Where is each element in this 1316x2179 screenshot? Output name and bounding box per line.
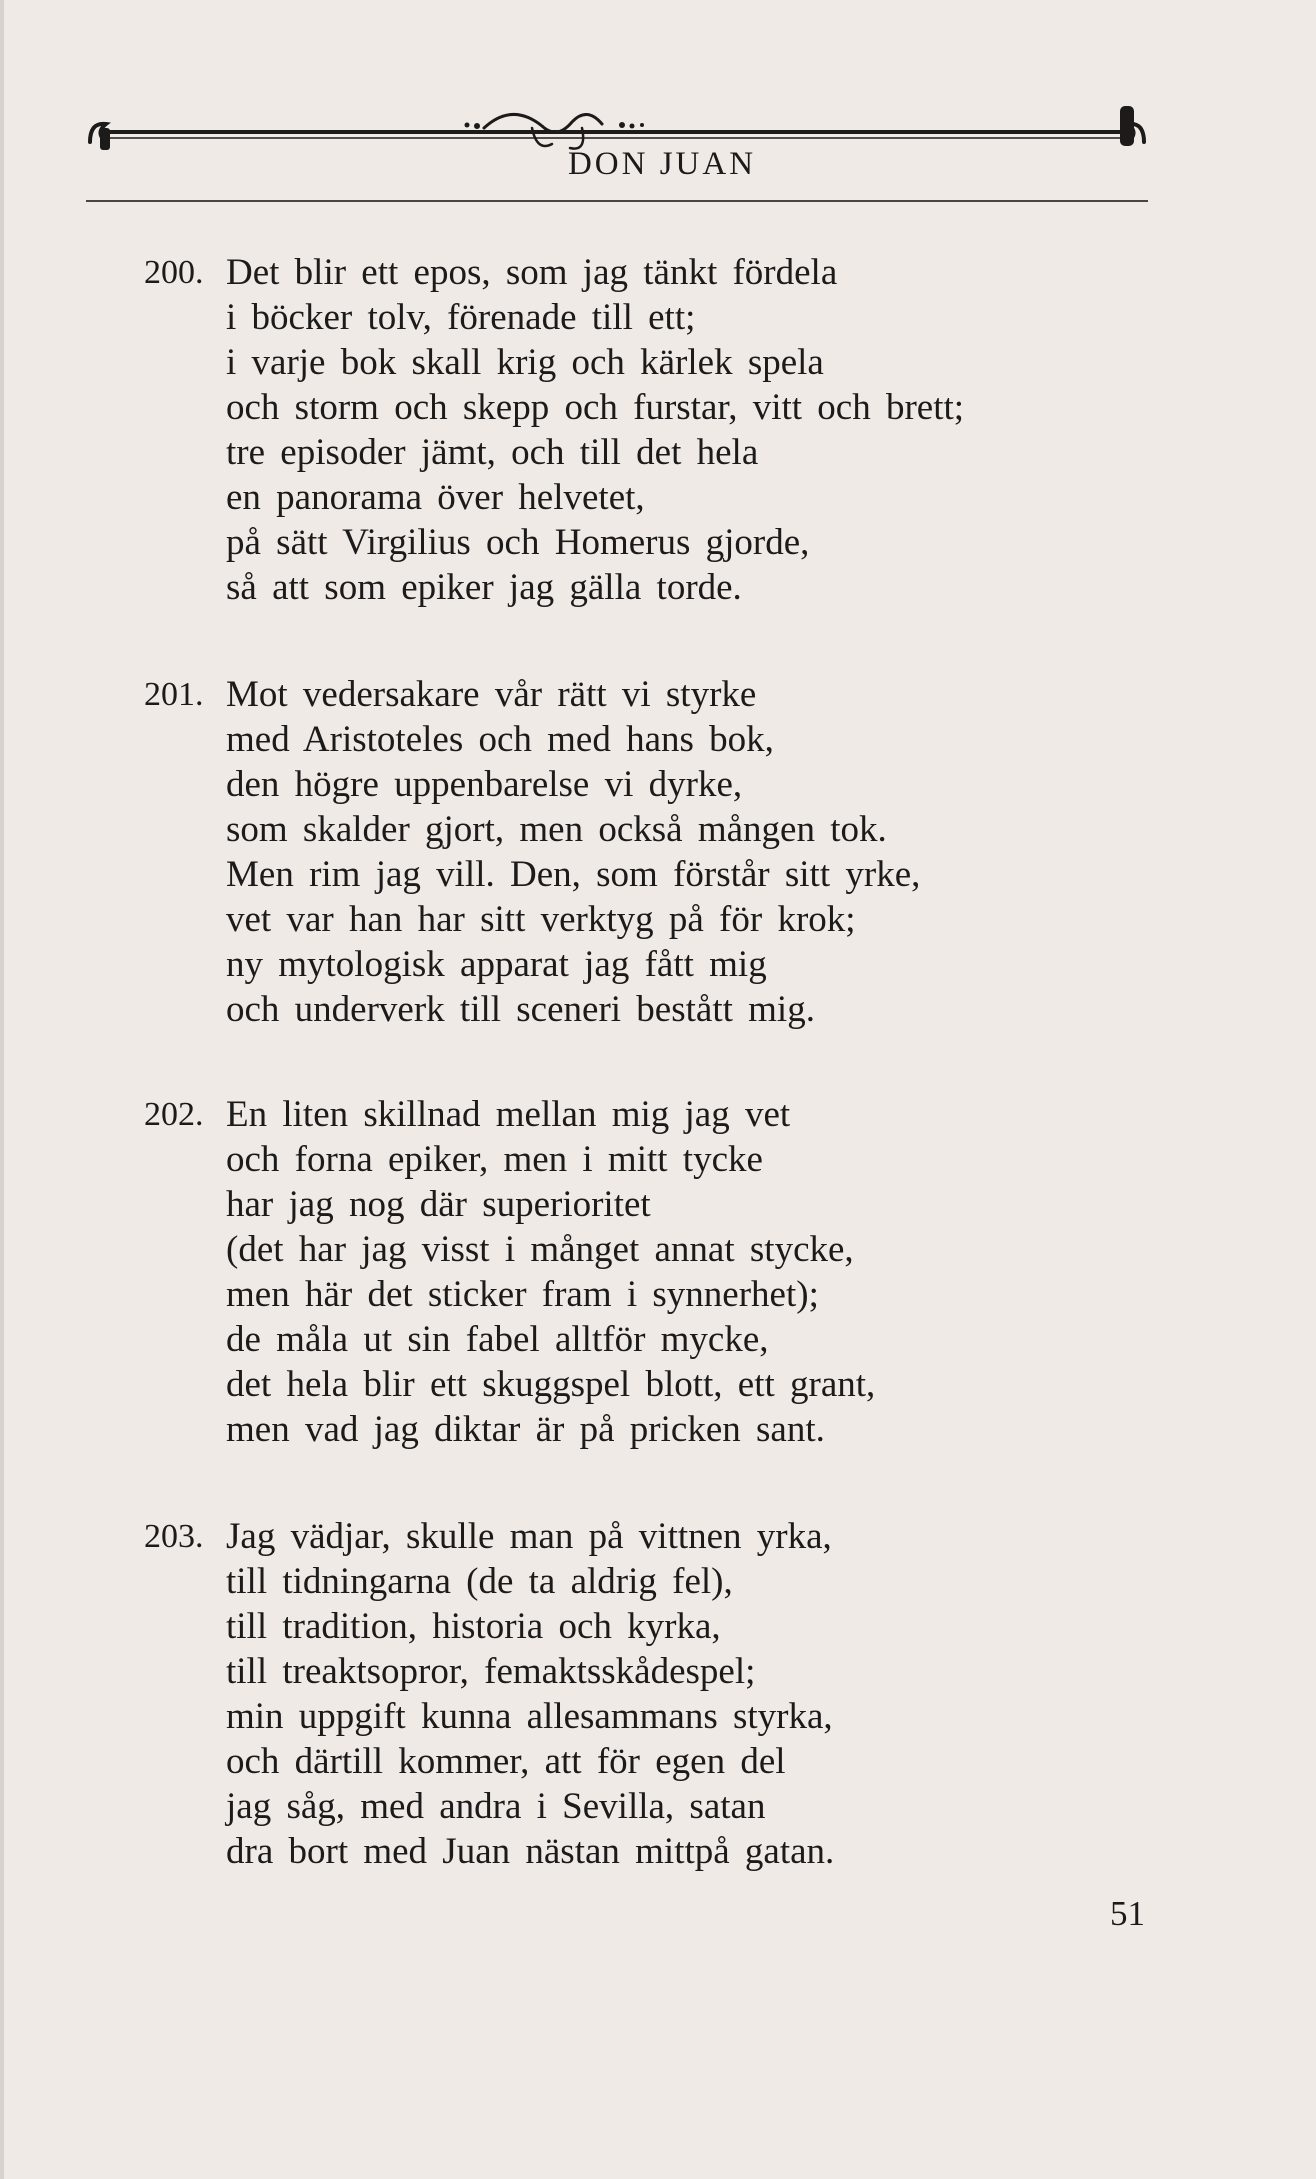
verse-line: i varje bok skall krig och kärlek spela [226,342,824,383]
stanza-lines [226,1092,875,1452]
page-number: 51 [1110,1894,1145,1933]
verse-line: och därtill kommer, att för egen del [226,1741,786,1782]
verse-line: tre episoder jämt, och till det hela [226,432,759,473]
header-rule [86,200,1148,202]
verse-line: men vad jag diktar är på pricken sant. [226,1409,825,1450]
verse-line: har jag nog där superioritet [226,1184,651,1225]
verse-line: i böcker tolv, förenade till ett; [226,297,696,338]
verse-line: min uppgift kunna allesammans styrka, [226,1696,833,1737]
verse-line: till tradition, historia och kyrka, [226,1606,721,1647]
verse-line: och underverk till sceneri bestått mig. [226,989,815,1030]
running-head: DON JUAN [567,146,757,182]
verse-line: vet var han har sitt verktyg på för krok; [226,899,856,940]
verse-line: och storm och skepp och furstar, vitt och brett; [226,387,965,428]
stanza-lines [226,250,964,610]
verse-line: Mot vedersakare vår rätt vi styrke [226,674,757,715]
verse-line: ny mytologisk apparat jag fått mig [226,944,767,985]
stanza-lines [226,672,920,1032]
verse-line: det hela blir ett skuggspel blott, ett grant, [226,1364,876,1405]
verse-line: en panorama över helvetet, [226,477,645,518]
verse-line: till tidningarna (de ta aldrig fel), [226,1561,733,1602]
verse-line: En liten skillnad mellan mig jag vet [226,1094,791,1135]
stanza-lines [226,1514,834,1874]
verse-line: Det blir ett epos, som jag tänkt fördela [226,252,838,293]
verse-line: till treaktsopror, femaktsskådespel; [226,1651,756,1692]
verse-line: (det har jag visst i månget annat stycke, [226,1229,854,1270]
verse-line: men här det sticker fram i synnerhet); [226,1274,819,1315]
verse-line: som skalder gjort, men också mången tok. [226,809,887,850]
verse-line: de måla ut sin fabel alltför mycke, [226,1319,769,1360]
stanza-number: 201. [144,676,204,713]
verse-line: Jag vädjar, skulle man på vittnen yrka, [226,1516,832,1557]
verse-line: den högre uppenbarelse vi dyrke, [226,764,743,805]
verse-line: med Aristoteles och med hans bok, [226,719,774,760]
stanza-number: 203. [144,1518,204,1555]
stanza-number: 200. [144,254,204,291]
verse-line: dra bort med Juan nästan mittpå gatan. [226,1831,835,1872]
verse-line: på sätt Virgilius och Homerus gjorde, [226,522,810,563]
verse-line: och forna epiker, men i mitt tycke [226,1139,763,1180]
verse-line: så att som epiker jag gälla torde. [226,567,742,608]
stanza-number: 202. [144,1096,204,1133]
verse-line: Men rim jag vill. Den, som förstår sitt yrke, [226,854,921,895]
verse-line: jag såg, med andra i Sevilla, satan [226,1786,766,1827]
